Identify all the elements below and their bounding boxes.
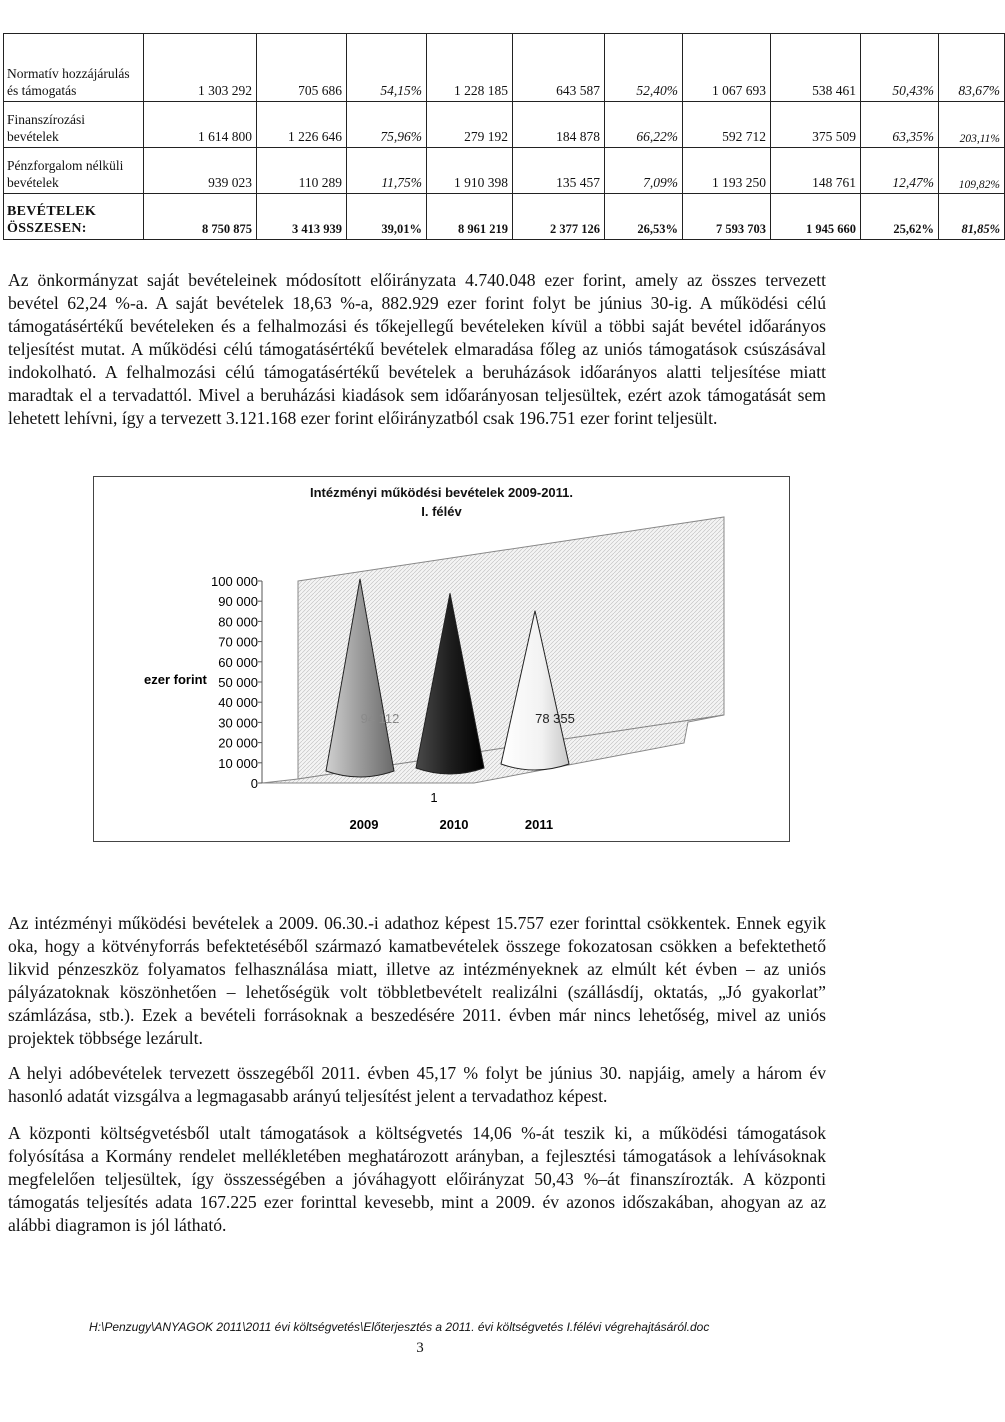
y-tick-label: 10 000: [218, 755, 258, 771]
table-cell: 135 457: [513, 148, 605, 194]
table-cell: 110 289: [257, 148, 347, 194]
table-cell: 592 712: [683, 102, 771, 148]
table-row: [4, 102, 1005, 148]
table-cell: 2 377 126: [513, 194, 605, 240]
y-tick-label: 80 000: [218, 614, 258, 630]
table-cell: 939 023: [144, 148, 257, 194]
table-cell: 148 761: [771, 148, 861, 194]
table-cell: 1 945 660: [771, 194, 861, 240]
table-cell: 7,09%: [605, 148, 683, 194]
footer-file-path: H:\Penzugy\ANYAGOK 2011\2011 évi költségvetés\Előterjesztés a 2011. évi költségvetés I.félévi végrehajtásáról.doc: [89, 1320, 710, 1334]
x-category-label: 2011: [524, 817, 554, 832]
page-number: 3: [416, 1340, 424, 1356]
table-cell: 375 509: [771, 102, 861, 148]
table-cell: 66,22%: [605, 102, 683, 148]
x-category-label: 2010: [439, 817, 469, 832]
table-cell: 203,11%: [939, 102, 1005, 148]
y-tick-label: 60 000: [218, 654, 258, 670]
chart-plot: [94, 477, 789, 841]
table-cell: 52,40%: [605, 34, 683, 102]
x-axis-label: 1: [430, 790, 438, 805]
table-row-total: [4, 194, 1005, 240]
table-cell: 109,82%: [939, 148, 1005, 194]
table-cell: 8 750 875: [144, 194, 257, 240]
paragraph: Az intézményi működési bevételek a 2009. 06.30.-i adathoz képest 15.757 ezer forinttal csökkentek. Ennek egyik oka, hogy a kötvényforrás befektetéséből származó kamatbevételek összege fokozatosan csökken a befektethető likvid pénzeszköz folyamatos felhasználása miatt, illetve az intézményeknek az elmúlt két évben – az uniós pályázatoknak köszönhetően – lehetőségük volt többletbevételt realizálni (szállásdíj, oktatás, „Jó gyakorlat” számlázása, stb.). Ezek a bevételi forrásoknak a beszedésére 2011. évben már nincs lehetőség, mivel az uniós projektek többsége lezárult.: [8, 913, 826, 1048]
table-cell: 538 461: [771, 34, 861, 102]
table-cell: 1 614 800: [144, 102, 257, 148]
table-row: [4, 34, 1005, 102]
table-cell: 54,15%: [347, 34, 427, 102]
table-cell: 643 587: [513, 34, 605, 102]
x-category-label: 2009: [349, 817, 379, 832]
y-tick-label: 90 000: [218, 594, 258, 610]
data-label: 94 112: [360, 711, 400, 726]
table-cell: 1 303 292: [144, 34, 257, 102]
y-tick-label: 20 000: [218, 735, 258, 751]
paragraph: A helyi adóbevételek tervezett összegéből 2011. évben 45,17 % folyt be június 30. napjáig, amely a három év hasonló adatát vizsgálva a legmagasabb arányú teljesítést jelent a tervadathoz képest.: [8, 1063, 826, 1106]
chart-title: Intézményi működési bevételek 2009-2011.: [309, 485, 574, 500]
y-tick-label: 0: [250, 776, 258, 791]
table-cell: 63,35%: [861, 102, 939, 148]
table-cell: 50,43%: [861, 34, 939, 102]
y-tick-label: 70 000: [218, 634, 258, 650]
table-cell: 1 193 250: [683, 148, 771, 194]
table-cell: 39,01%: [347, 194, 427, 240]
table-cell: 83,67%: [939, 34, 1005, 102]
paragraph: Az önkormányzat saját bevételeinek módosított előirányzata 4.740.048 ezer forint, amely az összes tervezett bevétel 62,24 %-a. A saját bevételek 18,63 %-a, 882.929 ezer forint folyt be június 30-ig. A működési célú támogatásértékű bevételeken és a felhalmozási és tőkejellegű bevételeken kívül a többi saját bevétel időarányos teljesítést mutat. A működési célú támogatásértékű bevételek elmaradása főleg az uniós támogatások csúszásával indokolható. A felhalmozási célú támogatásértékű bevételek a beruházások időarányos alatti teljesítése miatt maradtak el a tervadattól. Mivel a beruházási kiadások sem időarányosan teljesültek, ezért azok támogatását sem lehetett lehívni, így a tervezett 3.121.168 ezer forint előirányzatból csak 196.751 ezer forint teljesült.: [8, 270, 826, 428]
table-cell: 1 910 398: [427, 148, 513, 194]
table-cell: 1 226 646: [257, 102, 347, 148]
table-cell: 75,96%: [347, 102, 427, 148]
table-cell: 26,53%: [605, 194, 683, 240]
table-cell: 12,47%: [861, 148, 939, 194]
row-label: Normatív hozzájárulás és támogatás: [4, 34, 144, 102]
table-cell: 705 686: [257, 34, 347, 102]
row-label: BEVÉTELEK ÖSSZESEN:: [4, 194, 144, 240]
table-cell: 25,62%: [861, 194, 939, 240]
budget-table: [3, 33, 1005, 240]
chart-subtitle: I. félév: [421, 504, 462, 519]
y-tick-label: 30 000: [218, 715, 258, 731]
table-cell: 11,75%: [347, 148, 427, 194]
y-tick-label: 50 000: [218, 675, 258, 690]
table-cell: 184 878: [513, 102, 605, 148]
data-label: 78 355: [535, 711, 575, 726]
table-cell: 8 961 219: [427, 194, 513, 240]
table-row: [4, 148, 1005, 194]
table-cell: 3 413 939: [257, 194, 347, 240]
table-cell: 1 067 693: [683, 34, 771, 102]
table-cell: 81,85%: [939, 194, 1005, 240]
row-label: Finanszírozási bevételek: [4, 102, 144, 148]
bar-chart: [93, 476, 790, 842]
y-axis-label: ezer forint: [144, 672, 207, 687]
y-tick-label: 100 000: [211, 574, 258, 589]
table-cell: 7 593 703: [683, 194, 771, 240]
table-cell: 279 192: [427, 102, 513, 148]
table-cell: 1 228 185: [427, 34, 513, 102]
paragraph: A központi költségvetésből utalt támogatások a költségvetés 14,06 %-át teszik ki, a működési támogatások folyósítása a Kormány rendelet mellékletében meghatározott arányban, a fejlesztési támogatások a lehívásoknak megfelelően teljesültek, így összességében a jóváhagyott előirányzat 50,43 %–át finanszírozták. A központi támogatás teljesítés adata 167.225 ezer forinttal kevesebb, mint a 2009. év azonos időszakában, ahogyan az az alábbi diagramon is jól látható.: [8, 1123, 826, 1235]
row-label: Pénzforgalom nélküli bevételek: [4, 148, 144, 194]
y-tick-label: 40 000: [218, 695, 258, 711]
